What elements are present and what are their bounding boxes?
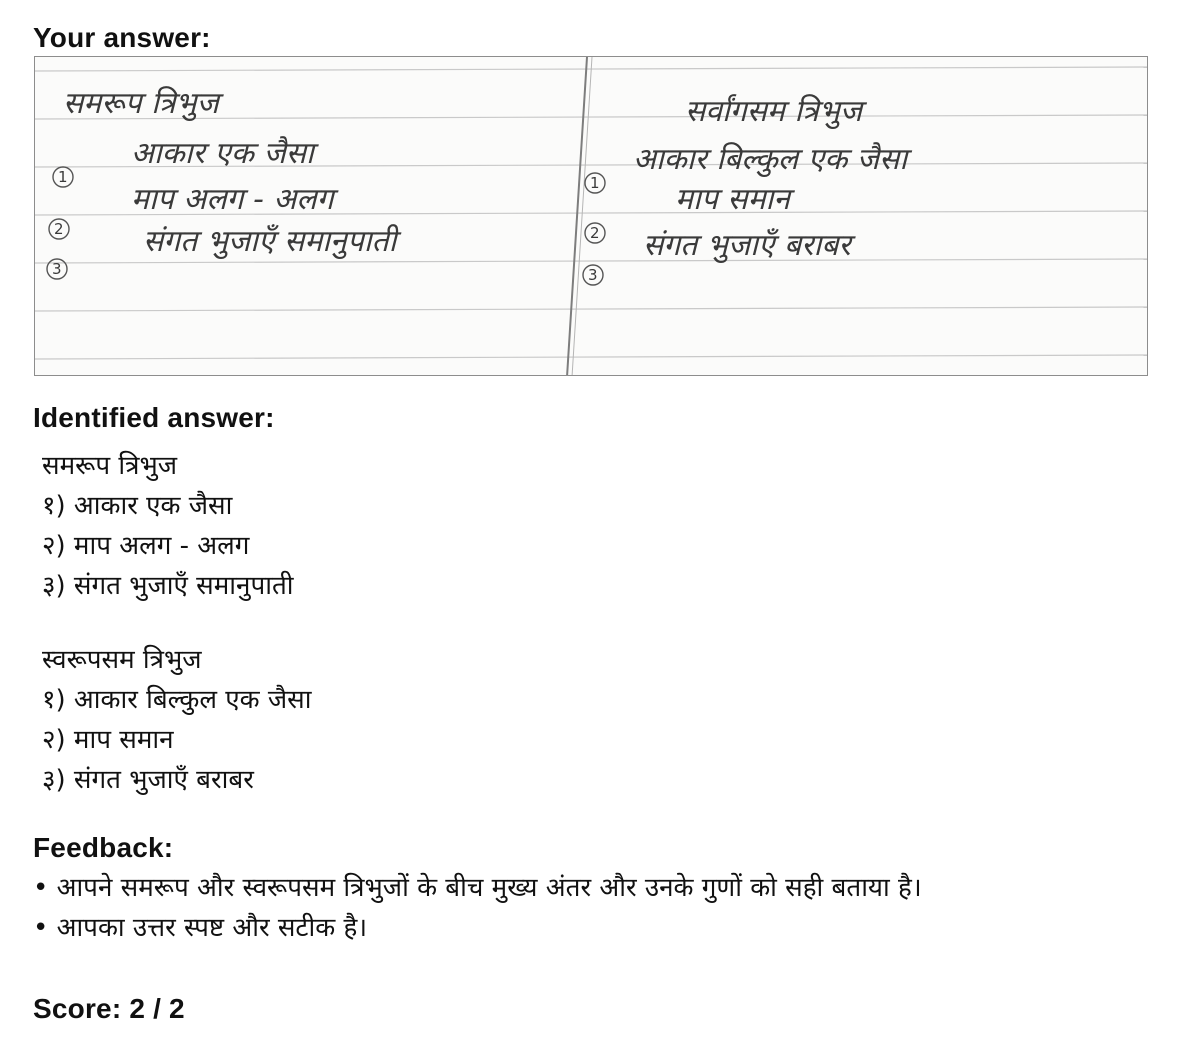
identified-left-item-1: १) आकार एक जैसा bbox=[42, 491, 233, 521]
right-item-3-text: संगत भुजाएँ बराबर bbox=[643, 228, 851, 263]
identified-right-item-2: २) माप समान bbox=[42, 725, 174, 755]
identified-right-item-1: १) आकार बिल्कुल एक जैसा bbox=[42, 685, 312, 715]
left-item-2-number: 2 bbox=[54, 220, 64, 238]
right-item-2-text: माप समान bbox=[675, 182, 790, 217]
feedback-item-1: • आपने समरूप और स्वरूपसम त्रिभुजों के बीच मुख्य अंतर और उनके गुणों को सही बताया है। bbox=[33, 873, 922, 903]
right-item-1-number: 1 bbox=[590, 174, 600, 192]
left-item-1-number: 1 bbox=[58, 168, 68, 186]
identified-left-item-2: २) माप अलग - अलग bbox=[42, 531, 250, 561]
feedback-heading: Feedback: bbox=[33, 832, 174, 863]
feedback-list bbox=[33, 868, 922, 948]
left-item-2-text: माप अलग - अलग bbox=[131, 182, 334, 217]
your-answer-heading: Your answer: bbox=[33, 22, 211, 53]
left-item-3-number: 3 bbox=[52, 260, 62, 278]
identified-answer-text bbox=[42, 446, 311, 800]
score-label: Score: 2 / 2 bbox=[33, 993, 185, 1024]
identified-left-item-3: ३) संगत भुजाएँ समानुपाती bbox=[42, 571, 294, 601]
identified-left-title: समरूप त्रिभुज bbox=[42, 451, 178, 481]
notebook-page-drawing bbox=[35, 57, 1148, 376]
identified-right-item-3: ३) संगत भुजाएँ बराबर bbox=[42, 765, 254, 795]
right-item-1-text: आकार बिल्कुल एक जैसा bbox=[633, 142, 908, 177]
left-page-title: समरूप त्रिभुज bbox=[63, 86, 219, 121]
left-item-3-text: संगत भुजाएँ समानुपाती bbox=[143, 224, 397, 259]
right-page-title: सर्वांगसम त्रिभुज bbox=[685, 94, 863, 129]
left-item-1-text: आकार एक जैसा bbox=[131, 136, 314, 171]
identified-right-title: स्वरूपसम त्रिभुज bbox=[42, 645, 202, 675]
feedback-item-2: • आपका उत्तर स्पष्ट और सटीक है। bbox=[33, 913, 368, 943]
right-item-3-number: 3 bbox=[588, 266, 598, 284]
paragraph-gap bbox=[42, 606, 311, 640]
right-item-2-number: 2 bbox=[590, 224, 600, 242]
identified-answer-heading: Identified answer: bbox=[33, 402, 275, 433]
handwritten-answer-image bbox=[34, 56, 1148, 376]
